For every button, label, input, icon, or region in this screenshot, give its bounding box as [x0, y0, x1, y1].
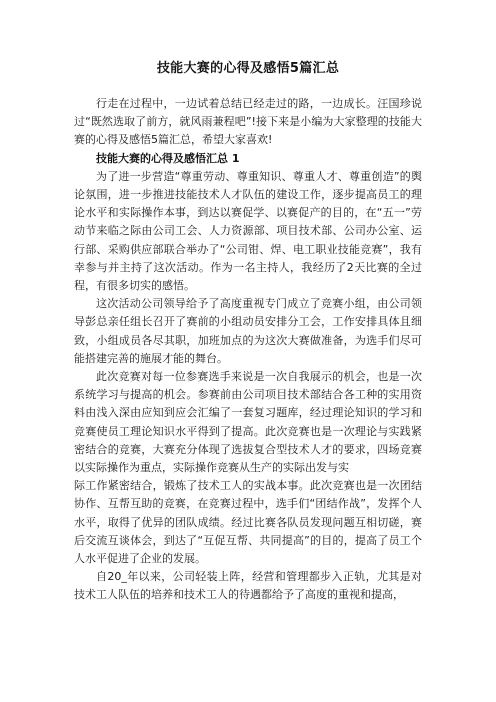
body-paragraph-4: 际工作紧密结合，锻炼了技术工人的实战本事。此次竞赛也是一次团结协作、互帮互助的竞赛，在竞赛过程中，选手们“团结作战”，发挥个人水平，取得了优异的团队成绩。经过比赛各队员发现问题互相切磋，赛后交流互谈体会，到达了“互促互帮、共同提高”的目的，提高了员工个人水平促进了企业的发展。: [74, 479, 422, 566]
intro-paragraph: 行走在过程中，一边试着总结已经走过的路，一边成长。汪国珍说过“既然选取了前方，就风雨兼程吧”!接下来是小编为大家整理的技能大赛的心得及感悟5篇汇总，希望大家喜欢!: [74, 97, 422, 147]
body-paragraph-3: 此次竞赛对每一位参赛选手来说是一次自我展示的机会，也是一次系统学习与提高的机会。参赛前由公司项目技术部结合各工种的实用资料由浅入深由应知到应会汇编了一套复习题库，经过理论知识的学习和竞赛使员工理论知识水平得到了提高。此次竞赛也是一次理论与实践紧密结合的竞赛，大赛充分体现了选拔复合型技术人才的要求，四场竞赛以实际操作为重点，实际操作竞赛从生产的实际出发与实: [74, 370, 422, 475]
document-title: 技能大赛的心得及感悟5篇汇总: [156, 61, 340, 76]
body-paragraph-5: 自20_年以来，公司轻装上阵，经营和管理都步入正轨，尤其是对技术工人队伍的培养和技术工人的待遇都给予了高度的重视和提高，: [74, 570, 422, 602]
body-paragraph-1: 为了进一步营造“尊重劳动、尊重知识、尊重人才、尊重创造”的舆论氛围，进一步推进技能技术人才队伍的建设工作，逐步提高员工的理论水平和实际操作本事，到达以赛促学、以赛促产的目的，在“五一”劳动节来临之际由公司工会、人力资源部、项目技术部、公司办公室、运行部、采购供应部联合举办了“公司钳、焊、电工职业技能竞赛”，我有幸参与并主持了这次活动。作为一名主持人，我经历了2天比赛的全过程，有很多切实的感悟。: [74, 169, 422, 293]
body-paragraph-2: 这次活动公司领导给予了高度重视专门成立了竞赛小组，由公司领导彭总亲任组长召开了赛前的小组动员安排分工会，工作安排具体且细致，小组成员各尽其职，加班加点的为这次大赛做准备，为选手们尽可能搭建完善的施展才能的舞台。: [74, 297, 422, 365]
section-heading: 技能大赛的心得及感悟汇总 1: [96, 151, 240, 165]
